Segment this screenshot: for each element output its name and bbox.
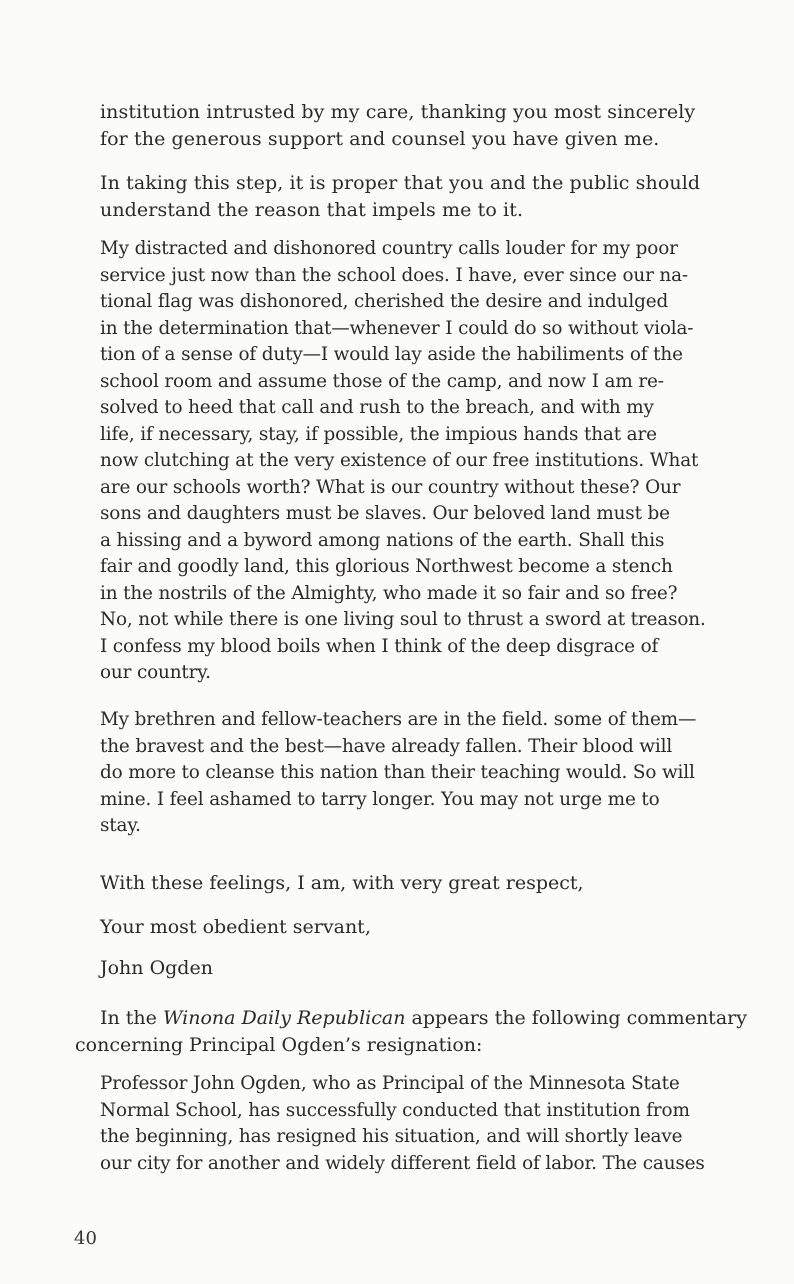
letter-paragraph-3 (100, 236, 706, 687)
text-line: No, not while there is one living soul to thrust a sword at treason. (100, 609, 706, 630)
text-line: for the generous support and counsel you have given me. (100, 127, 660, 150)
text-line: My brethren and fellow-teachers are in the field. some of them— (100, 709, 697, 730)
text-line: I confess my blood boils when I think of the deep disgrace of (100, 635, 659, 657)
text-line: school room and assume those of the camp, and now I am re- (100, 370, 664, 392)
complimentary-close: Your most obedient servant, (100, 916, 371, 938)
text-line: in the determination that—whenever I could do so without viola- (100, 317, 694, 339)
text-line: a hissing and a byword among nations of the earth. Shall this (100, 529, 665, 551)
page-number: 40 (74, 1228, 97, 1249)
text-line: sons and daughters must be slaves. Our beloved land must be (100, 503, 670, 524)
text-line: Professor John Ogden, who as Principal of the Minnesota State (100, 1073, 680, 1094)
text-line: do more to cleanse this nation than their teaching would. So will (100, 762, 695, 783)
letter-paragraph-1 (100, 99, 700, 152)
text-line: tion of a sense of duty—I would lay aside the habiliments of the (100, 344, 683, 365)
commentary-intro-line-2: concerning Principal Ogden’s resignation: (75, 1034, 483, 1056)
letter-paragraph-4 (100, 707, 700, 840)
text-line: our city for another and widely different field of labor. The causes (100, 1152, 705, 1174)
text-line: life, if necessary, stay, if possible, the impious hands that are (100, 423, 657, 445)
newspaper-title: Winona Daily Republican (162, 1007, 406, 1029)
letter-closing: With these feelings, I am, with very great respect, (100, 872, 584, 894)
text-line: are our schools worth? What is our country without these? Our (100, 476, 681, 498)
text-line: fair and goodly land, this glorious Northwest become a stench (100, 556, 673, 577)
text-line: tional flag was dishonored, cherished the desire and indulged (100, 291, 669, 312)
commentary-intro (75, 1005, 747, 1059)
text-line: mine. I feel ashamed to tarry longer. You may not urge me to (100, 788, 660, 810)
text-line: In taking this step, it is proper that you and the public should (100, 172, 701, 194)
text-line: institution intrusted by my care, thanking you most sincerely (100, 101, 696, 123)
text-line: understand the reason that impels me to it. (100, 198, 524, 221)
newspaper-quote (100, 1071, 705, 1177)
text-line: service just now than the school does. I have, ever since our na- (100, 264, 688, 286)
text-line: Normal School, has successfully conducted that institution from (100, 1099, 690, 1121)
signature: John Ogden (100, 957, 213, 979)
text-line: the bravest and the best—have already fallen. Their blood will (100, 735, 673, 757)
text-line: now clutching at the very existence of our free institutions. What (100, 450, 699, 471)
text-line: our country. (100, 662, 211, 683)
letter-paragraph-2 (100, 170, 700, 223)
text-line: in the nostrils of the Almighty, who made it so fair and so free? (100, 582, 678, 604)
commentary-intro-line-1 (75, 1005, 747, 1032)
text-line: My distracted and dishonored country calls louder for my poor (100, 238, 678, 259)
text-line: stay. (100, 815, 141, 836)
text-run: appears the following commentary (405, 1007, 747, 1029)
text-run: In the (100, 1007, 163, 1029)
text-line: the beginning, has resigned his situation, and will shortly leave (100, 1126, 683, 1147)
text-line: solved to heed that call and rush to the breach, and with my (100, 397, 654, 418)
